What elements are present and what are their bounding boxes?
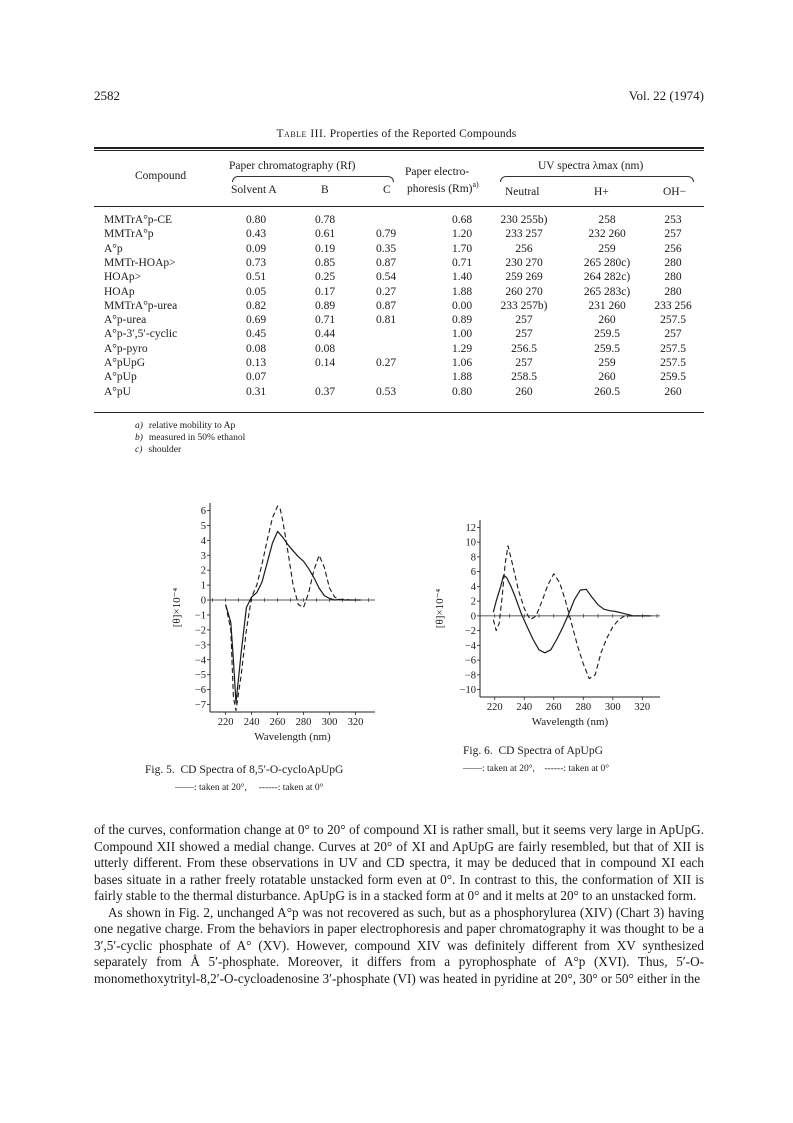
y-tick-label: 0 xyxy=(470,611,476,623)
table-row xyxy=(0,386,793,399)
footnote-text: relative mobility to Ap xyxy=(148,421,236,431)
x-tick-label: 300 xyxy=(604,702,621,713)
table-title xyxy=(0,128,793,140)
cell-rm: 1.06 xyxy=(451,357,473,369)
page-number: 2582 xyxy=(94,88,120,103)
paragraph-1: of the curves, conformation change at 0° to 20° of compound XI is rather small, but it seems very large in ApUpG. Compound XII showed a medial change. Curves at 20° of XI and ApUpG are fairly resembled, but that of XII is utterly different. From these observations in UV and CD spectra, it may be deduced that in compound XI each bases situate in a rather freely rotatable unstacked form even at 0°. In contrast to this, the conformation of XII is fairly stable to the thermal disturbance. ApUpG is in a stacked form at 0° and it melts at 20° to an unstacked form. xyxy=(94,822,704,903)
cell-compound: A°pU xyxy=(104,385,131,398)
y-tick-label: −8 xyxy=(464,670,476,682)
cell-oh: 257 xyxy=(664,228,682,241)
col-electrophoresis-1: Paper electro- xyxy=(405,166,470,178)
cell-compound: MMTr-HOAp> xyxy=(104,256,176,269)
cell-a: 0.45 xyxy=(245,328,267,341)
cell-oh: 280 xyxy=(664,256,682,269)
figure-5-title: CD Spectra of 8,5′-O-cycloApUpG xyxy=(180,764,344,776)
col-uv-spectra: UV spectra λmax (nm) xyxy=(538,160,644,172)
cell-rm: 0.71 xyxy=(451,256,473,269)
table-row xyxy=(0,371,793,384)
y-tick-label: −4 xyxy=(464,640,476,652)
x-tick-label: 260 xyxy=(269,717,286,728)
series-line-0deg xyxy=(493,546,648,679)
col-electrophoresis-2 xyxy=(407,180,479,195)
cell-neutral: 259 269 xyxy=(505,271,543,284)
cell-oh: 259.5 xyxy=(660,371,686,384)
body-text xyxy=(94,822,704,987)
cell-h: 231 260 xyxy=(588,299,626,312)
cell-b: 0.14 xyxy=(314,357,336,369)
cell-oh: 256 xyxy=(664,242,682,255)
table-row xyxy=(0,257,793,270)
x-tick-label: 280 xyxy=(575,702,592,713)
y-tick-label: 1 xyxy=(200,580,206,592)
col-solvent-c: C xyxy=(383,184,391,196)
cell-b: 0.19 xyxy=(314,242,336,255)
cell-c: 0.79 xyxy=(375,228,397,241)
y-tick-label: 4 xyxy=(200,535,206,547)
y-tick-label: −6 xyxy=(194,685,206,697)
table-row xyxy=(0,314,793,327)
cell-compound: A°pUpG xyxy=(104,357,146,369)
cell-c: 0.54 xyxy=(375,271,397,284)
cell-neutral: 230 270 xyxy=(505,256,543,269)
cell-c: 0.87 xyxy=(375,299,397,312)
cell-neutral: 257 xyxy=(515,357,533,369)
y-tick-label: 0 xyxy=(200,595,206,607)
cell-h: 264 282c) xyxy=(583,271,631,284)
cell-a: 0.51 xyxy=(245,271,267,284)
cell-h: 260 xyxy=(598,371,616,384)
cell-b: 0.25 xyxy=(314,271,336,284)
y-axis-label: [θ]×10⁻⁴ xyxy=(434,588,446,629)
cell-neutral: 233 257b) xyxy=(500,299,548,312)
cell-neutral: 230 255b) xyxy=(500,214,548,226)
y-tick-label: 2 xyxy=(470,596,476,608)
figure-5-legend-solid: ——: taken at 20°, xyxy=(175,783,247,793)
cell-h: 260.5 xyxy=(594,385,620,398)
cell-oh: 260 xyxy=(664,385,682,398)
col-oh-minus: OH− xyxy=(663,186,687,198)
y-tick-label: −7 xyxy=(194,700,206,712)
cell-b: 0.85 xyxy=(314,256,336,269)
cell-c: 0.53 xyxy=(375,385,397,398)
y-tick-label: −2 xyxy=(464,626,476,638)
cell-neutral: 257 xyxy=(515,328,533,341)
cell-neutral: 258.5 xyxy=(511,371,537,384)
cell-neutral: 260 270 xyxy=(505,285,543,298)
paragraph-2: As shown in Fig. 2, unchanged A°p was not recovered as such, but as a phosphorylurea (XIV) (Chart 3) having one negative charge. From the behaviors in paper electrophoresis and paper chromatography it was thought to be a 3′,5′-cyclic phosphate of A° (XV). However, compound XIV was definitely different from XV synthesized separately from Å 5′-phosphate. Moreover, it differs from a pyrophosphate of A°p (XVI). Thus, 5′-O-monomethoxytrityl-8,2′-O-cycloadenosine 3′-phosphate (VI) was heated in pyridine at 20°, 30° or 50° either in the xyxy=(94,904,704,986)
col-solvent-b: B xyxy=(321,184,329,196)
cell-a: 0.13 xyxy=(245,357,267,369)
cell-rm: 1.88 xyxy=(451,371,473,384)
footnote xyxy=(135,433,245,444)
cell-compound: MMTrA°p-urea xyxy=(104,299,178,312)
figure-6-title: CD Spectra of ApUpG xyxy=(498,745,603,757)
cell-a: 0.80 xyxy=(245,214,267,226)
figure-6-legend-solid: ——: taken at 20°, xyxy=(463,764,535,774)
cell-h: 259 xyxy=(598,242,616,255)
cell-neutral: 256.5 xyxy=(511,342,537,355)
y-tick-label: 12 xyxy=(465,522,476,534)
table-row xyxy=(0,228,793,241)
table-row xyxy=(0,214,793,227)
table-row xyxy=(0,300,793,313)
figure-6-legend xyxy=(463,764,609,774)
x-tick-label: 320 xyxy=(634,702,651,713)
figure-6-caption xyxy=(463,745,603,757)
table-row xyxy=(0,243,793,256)
cell-rm: 1.40 xyxy=(451,271,473,284)
col-h-plus: H+ xyxy=(594,186,609,198)
table-row xyxy=(0,328,793,341)
cell-compound: A°p xyxy=(104,242,123,255)
cell-rm: 0.68 xyxy=(451,214,473,226)
table-row xyxy=(0,286,793,299)
y-tick-label: −5 xyxy=(194,670,206,682)
x-axis-label: Wavelength (nm) xyxy=(531,716,609,728)
table-row xyxy=(0,343,793,356)
y-tick-label: −4 xyxy=(194,655,206,667)
y-tick-label: 8 xyxy=(470,552,476,564)
footnote-text: shoulder xyxy=(148,445,182,455)
cell-oh: 257.5 xyxy=(660,314,686,327)
col-paper-chromatography: Paper chromatography (Rf) xyxy=(229,160,356,172)
y-tick-label: 5 xyxy=(200,520,206,532)
cell-c: 0.81 xyxy=(375,314,397,327)
y-axis-label: [θ]×10⁻⁴ xyxy=(171,587,183,628)
cell-compound: A°pUp xyxy=(104,371,137,384)
footnote-mark: c) xyxy=(135,445,143,455)
col-neutral: Neutral xyxy=(505,186,540,198)
cell-compound: A°p-pyro xyxy=(104,342,148,355)
col-compound: Compound xyxy=(135,170,187,182)
table-row xyxy=(0,357,793,370)
cell-oh: 233 256 xyxy=(654,299,692,312)
y-tick-label: 6 xyxy=(200,505,206,517)
cell-h: 265 280c) xyxy=(583,256,631,269)
cell-h: 258 xyxy=(598,214,616,226)
table-top-rule xyxy=(94,147,704,149)
cell-b: 0.08 xyxy=(314,342,336,355)
cell-rm: 1.00 xyxy=(451,328,473,341)
table-label: Table III. xyxy=(276,128,327,140)
cell-compound: MMTrA°p xyxy=(104,228,154,241)
cell-a: 0.09 xyxy=(245,242,267,255)
cell-oh: 257.5 xyxy=(660,342,686,355)
y-tick-label: −3 xyxy=(194,640,206,652)
cell-b: 0.37 xyxy=(314,385,336,398)
electro-label: phoresis (Rm) xyxy=(407,182,473,195)
cell-a: 0.82 xyxy=(245,299,267,312)
footnote xyxy=(135,445,181,456)
cell-neutral: 256 xyxy=(515,242,533,255)
x-tick-label: 260 xyxy=(545,702,562,713)
cell-b: 0.78 xyxy=(314,214,336,226)
footnote-text: measured in 50% ethanol xyxy=(148,433,246,443)
y-tick-label: −6 xyxy=(464,655,476,667)
cell-rm: 0.80 xyxy=(451,385,473,398)
x-tick-label: 240 xyxy=(243,717,260,728)
cell-b: 0.44 xyxy=(314,328,336,341)
figure-5-legend-dashed: ------: taken at 0° xyxy=(258,783,324,793)
cell-a: 0.69 xyxy=(245,314,267,327)
cell-c: 0.87 xyxy=(375,256,397,269)
x-tick-label: 220 xyxy=(217,717,234,728)
cell-rm: 1.29 xyxy=(451,342,473,355)
electro-footnote-mark: a) xyxy=(472,180,479,189)
x-tick-label: 280 xyxy=(295,717,312,728)
cell-rm: 1.88 xyxy=(451,285,473,298)
cell-neutral: 257 xyxy=(515,314,533,327)
journal-volume: Vol. 22 (1974) xyxy=(628,88,704,103)
cell-b: 0.17 xyxy=(314,285,336,298)
cell-oh: 257.5 xyxy=(660,357,686,369)
cell-oh: 253 xyxy=(664,214,682,226)
cell-rm: 0.89 xyxy=(451,314,473,327)
cell-h: 232 260 xyxy=(588,228,626,241)
cell-c: 0.27 xyxy=(375,357,397,369)
cell-b: 0.61 xyxy=(314,228,336,241)
table-title-text: Properties of the Reported Compounds xyxy=(329,128,517,140)
figure-5-label: Fig. 5. xyxy=(145,764,175,776)
y-tick-label: −1 xyxy=(194,610,206,622)
figure-5-caption xyxy=(145,764,343,776)
footnote-mark: a) xyxy=(135,421,143,431)
cell-compound: A°p-urea xyxy=(104,314,147,327)
y-tick-label: 3 xyxy=(200,550,206,562)
cell-compound: HOAp xyxy=(104,285,135,298)
figure-5-legend xyxy=(175,783,323,793)
cell-c: 0.27 xyxy=(375,285,397,298)
series-line-20deg xyxy=(493,575,651,653)
figure-6-chart xyxy=(425,515,665,740)
cell-h: 259 xyxy=(598,357,616,369)
x-tick-label: 220 xyxy=(486,702,503,713)
cell-h: 259.5 xyxy=(594,328,620,341)
cell-compound: HOAp> xyxy=(104,271,142,284)
cell-b: 0.89 xyxy=(314,299,336,312)
figure-5-chart xyxy=(150,495,380,750)
x-tick-label: 300 xyxy=(321,717,338,728)
cell-oh: 280 xyxy=(664,285,682,298)
cell-a: 0.08 xyxy=(245,342,267,355)
figure-6-label: Fig. 6. xyxy=(463,745,493,757)
header-brace-uv xyxy=(500,176,694,182)
footnote-mark: b) xyxy=(135,433,143,443)
cell-neutral: 260 xyxy=(515,385,533,398)
cell-h: 260 xyxy=(598,314,616,327)
cell-a: 0.05 xyxy=(245,285,267,298)
cell-a: 0.07 xyxy=(245,371,267,384)
table-header-rule xyxy=(94,206,704,207)
table-bottom-rule xyxy=(94,412,704,413)
figure-6-legend-dashed: ------: taken at 0° xyxy=(544,764,610,774)
cell-compound: A°p-3′,5′-cyclic xyxy=(104,328,178,341)
x-axis-label: Wavelength (nm) xyxy=(254,731,331,743)
cell-a: 0.73 xyxy=(245,256,267,269)
cell-neutral: 233 257 xyxy=(505,228,543,241)
header-brace-chrom xyxy=(232,176,394,182)
cell-h: 259.5 xyxy=(594,342,620,355)
cell-rm: 1.20 xyxy=(451,228,473,241)
cell-c: 0.35 xyxy=(375,242,397,255)
table-top-rule-2 xyxy=(94,150,704,151)
y-tick-label: 4 xyxy=(470,581,476,593)
x-tick-label: 240 xyxy=(516,702,533,713)
cell-a: 0.43 xyxy=(245,228,267,241)
table-row xyxy=(0,271,793,284)
y-tick-label: −2 xyxy=(194,625,206,637)
cell-a: 0.31 xyxy=(245,385,267,398)
footnote xyxy=(135,421,235,432)
cell-rm: 0.00 xyxy=(451,299,473,312)
cell-b: 0.71 xyxy=(314,314,336,327)
y-tick-label: 2 xyxy=(200,565,206,577)
cell-rm: 1.70 xyxy=(451,242,473,255)
y-tick-label: 6 xyxy=(470,567,476,579)
cell-oh: 257 xyxy=(664,328,682,341)
y-tick-label: 10 xyxy=(465,537,476,549)
x-tick-label: 320 xyxy=(347,717,364,728)
cell-oh: 280 xyxy=(664,271,682,284)
y-tick-label: −10 xyxy=(459,685,476,697)
col-solvent-a: Solvent A xyxy=(231,184,277,196)
series-line-20deg xyxy=(226,531,361,703)
cell-compound: MMTrA°p-CE xyxy=(104,214,173,226)
cell-h: 265 283c) xyxy=(583,285,631,298)
